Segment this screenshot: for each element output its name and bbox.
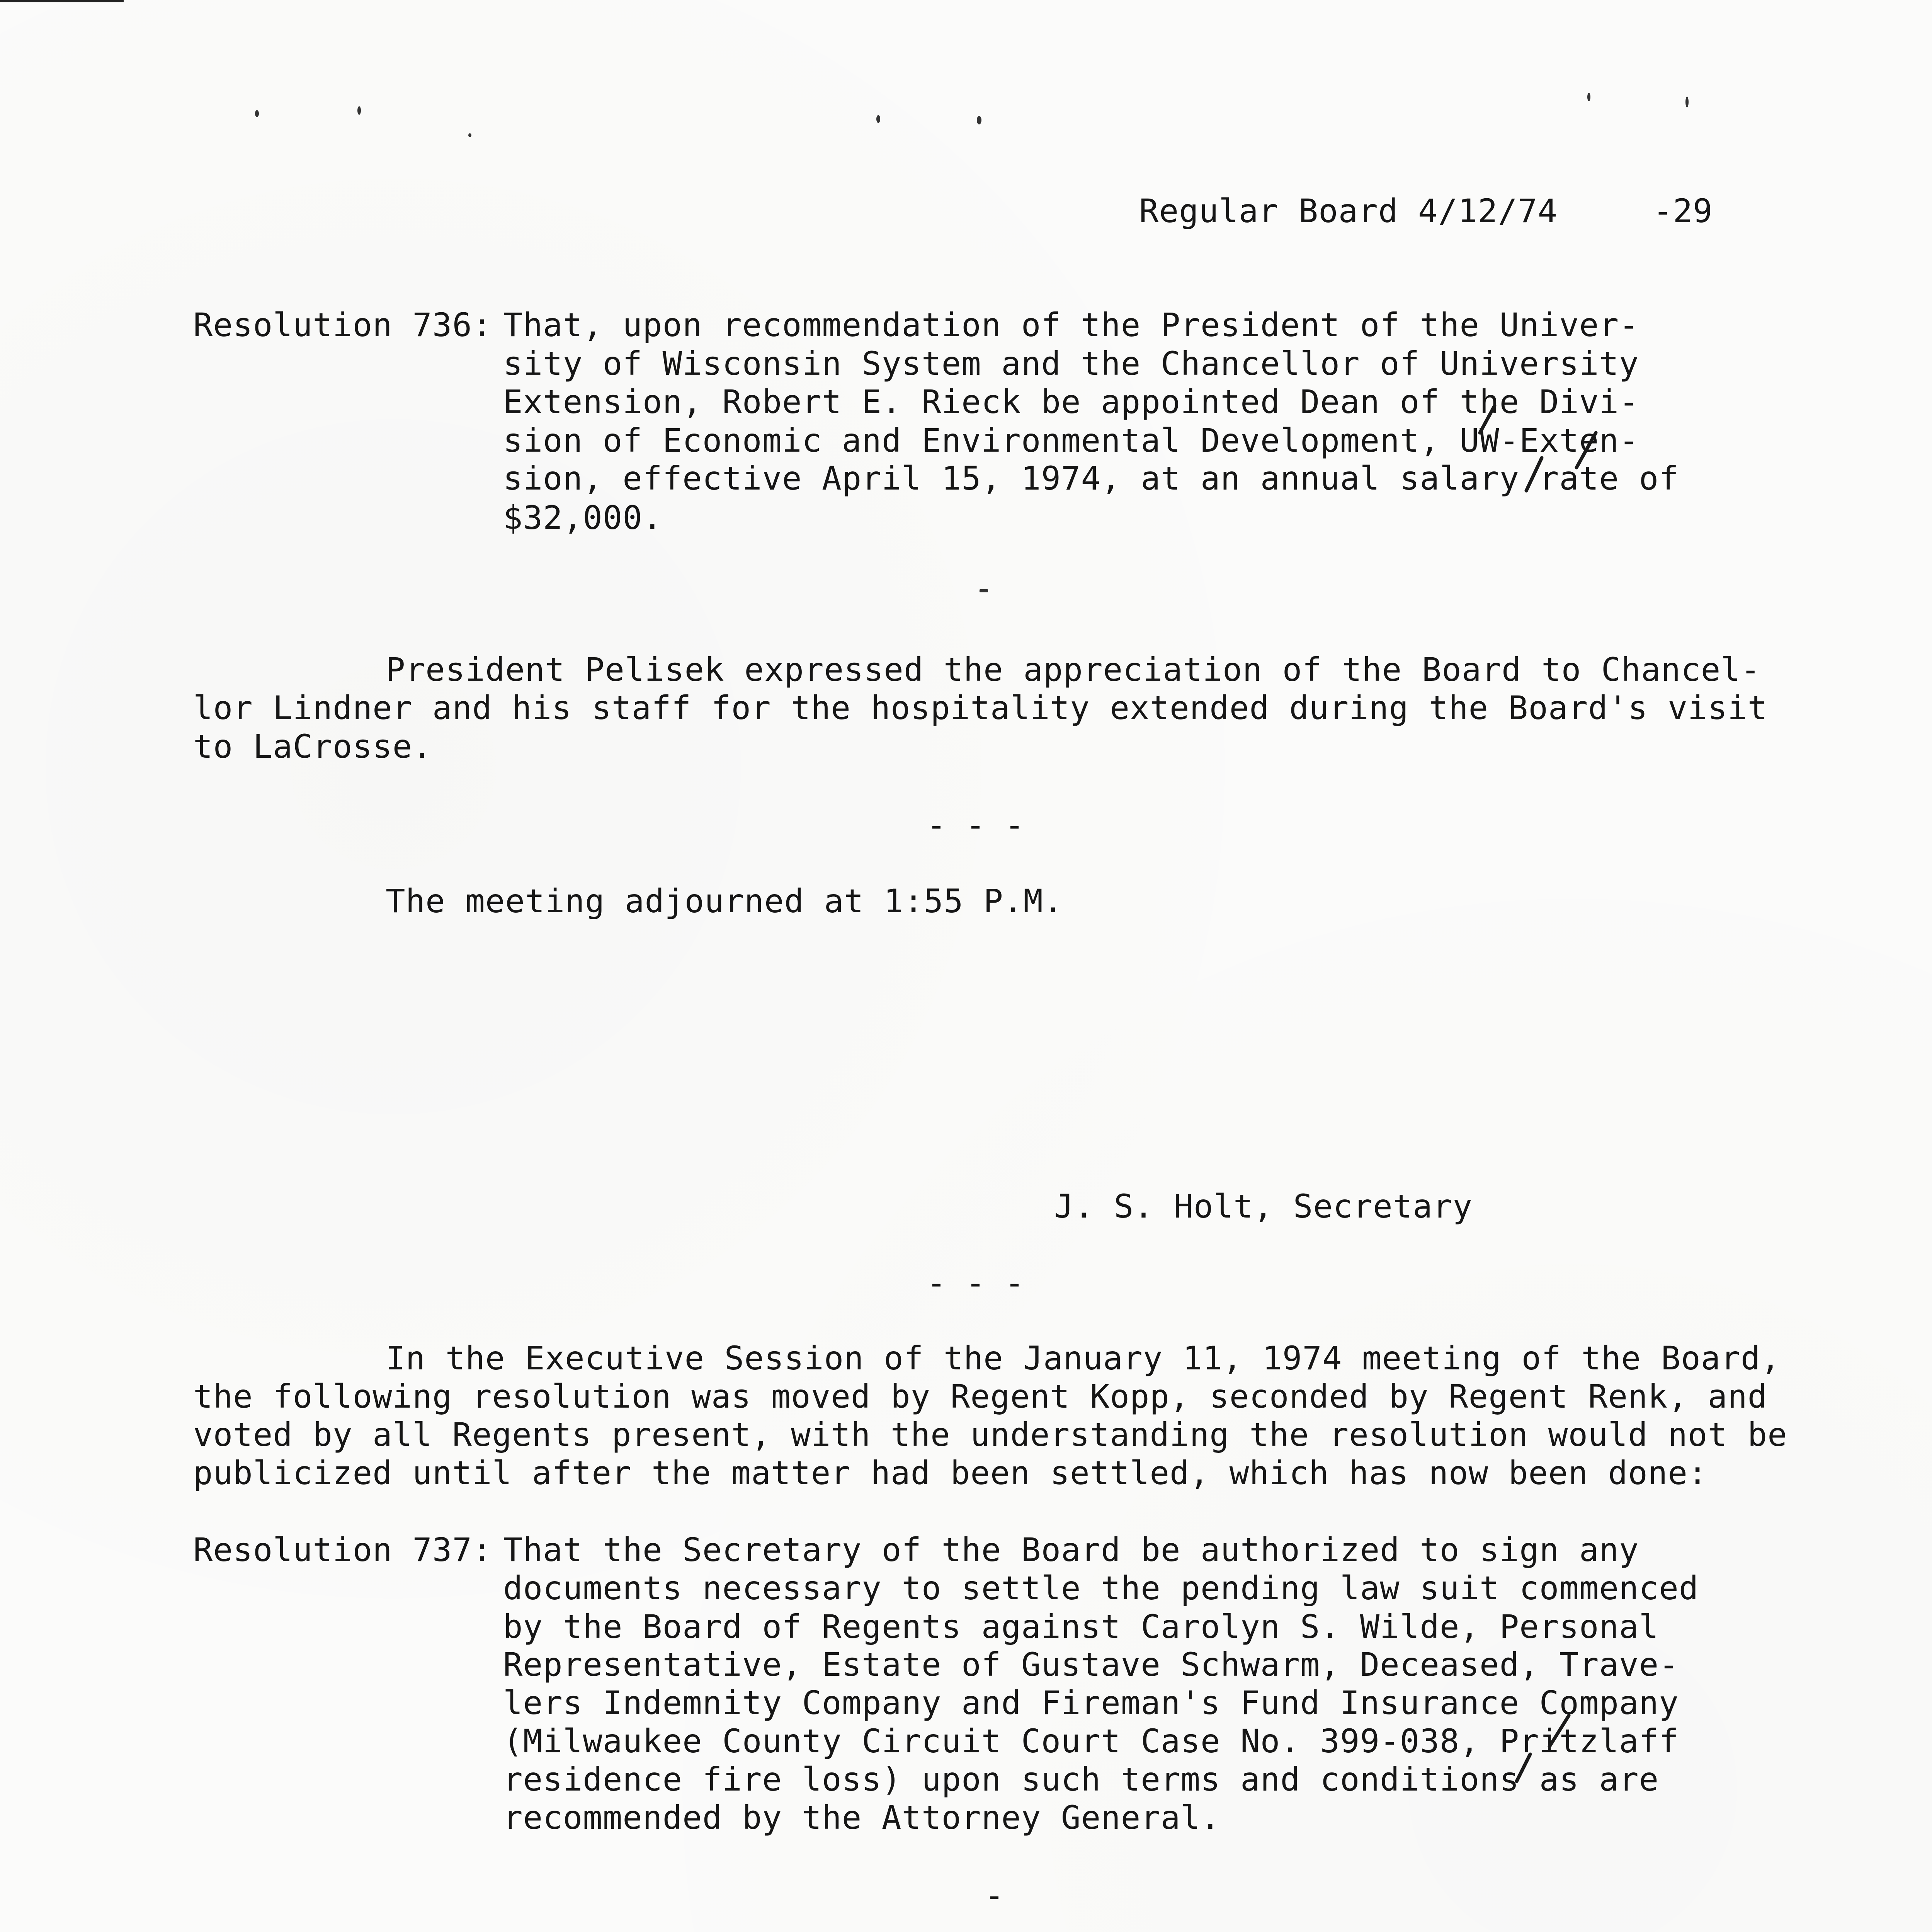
resolution-737-line: That the Secretary of the Board be authorized to sign any — [503, 1531, 1639, 1569]
scan-speck — [1587, 93, 1590, 101]
scan-speck — [977, 116, 981, 124]
resolution-737-label: Resolution 737: — [193, 1531, 492, 1569]
adjourned-text: The meeting adjourned at 1:55 P.M. — [386, 882, 1063, 920]
resolution-736-line: sion, effective April 15, 1974, at an annual salary rate of — [503, 459, 1679, 497]
appreciation-line: lor Lindner and his staff for the hospitality extended during the Board's visit — [193, 689, 1768, 727]
resolution-737-line: (Milwaukee County Circuit Court Case No. 399-038, Pritzlaff — [503, 1722, 1679, 1760]
section-separator-single: - — [985, 1876, 1004, 1914]
resolution-737-line: documents necessary to settle the pending law suit commenced — [503, 1569, 1699, 1607]
secretary-signature: J. S. Holt, Secretary — [1054, 1187, 1473, 1225]
resolution-737-line: recommended by the Attorney General. — [503, 1799, 1221, 1837]
scan-speck — [468, 133, 471, 137]
appreciation-line: President Pelisek expressed the appreciation of the Board to Chancel- — [386, 651, 1761, 689]
scan-speck — [357, 106, 361, 115]
executive-session-line: the following resolution was moved by Regent Kopp, seconded by Regent Renk, and — [193, 1378, 1768, 1415]
resolution-736-line: That, upon recommendation of the President of the Univer- — [503, 306, 1639, 344]
executive-session-line: publicized until after the matter had been settled, which has now been done: — [193, 1454, 1708, 1492]
resolution-737-line: residence fire loss) upon such terms and conditions as are — [503, 1760, 1659, 1798]
section-separator: - - - — [927, 1264, 1024, 1302]
top-left-rule — [0, 0, 124, 2]
resolution-736-line: sion of Economic and Environmental Development, UW-Exten- — [503, 422, 1639, 459]
scan-speck — [980, 589, 988, 592]
scan-speck — [876, 115, 880, 123]
resolution-737-line: lers Indemnity Company and Fireman's Fund Insurance Company — [503, 1684, 1679, 1722]
resolution-736-line: $32,000. — [503, 499, 663, 537]
scan-speck — [255, 110, 259, 117]
resolution-736-line: sity of Wisconsin System and the Chancellor of University — [503, 345, 1639, 383]
resolution-736-line: Extension, Robert E. Rieck be appointed Dean of the Divi- — [503, 383, 1639, 421]
resolution-736-label: Resolution 736: — [193, 306, 492, 344]
executive-session-line: In the Executive Session of the January 11, 1974 meeting of the Board, — [386, 1339, 1781, 1377]
resolution-737-line: Representative, Estate of Gustave Schwarm, Deceased, Trave- — [503, 1646, 1679, 1684]
header-page-number: -29 — [1653, 192, 1713, 230]
section-separator: - - - — [927, 806, 1024, 844]
executive-session-line: voted by all Regents present, with the understanding the resolution would not be — [193, 1416, 1787, 1454]
resolution-737-line: by the Board of Regents against Carolyn S. Wilde, Personal — [503, 1608, 1659, 1646]
appreciation-line: to LaCrosse. — [193, 728, 432, 765]
scan-speck — [1685, 97, 1689, 107]
header-title: Regular Board 4/12/74 — [1139, 192, 1558, 230]
